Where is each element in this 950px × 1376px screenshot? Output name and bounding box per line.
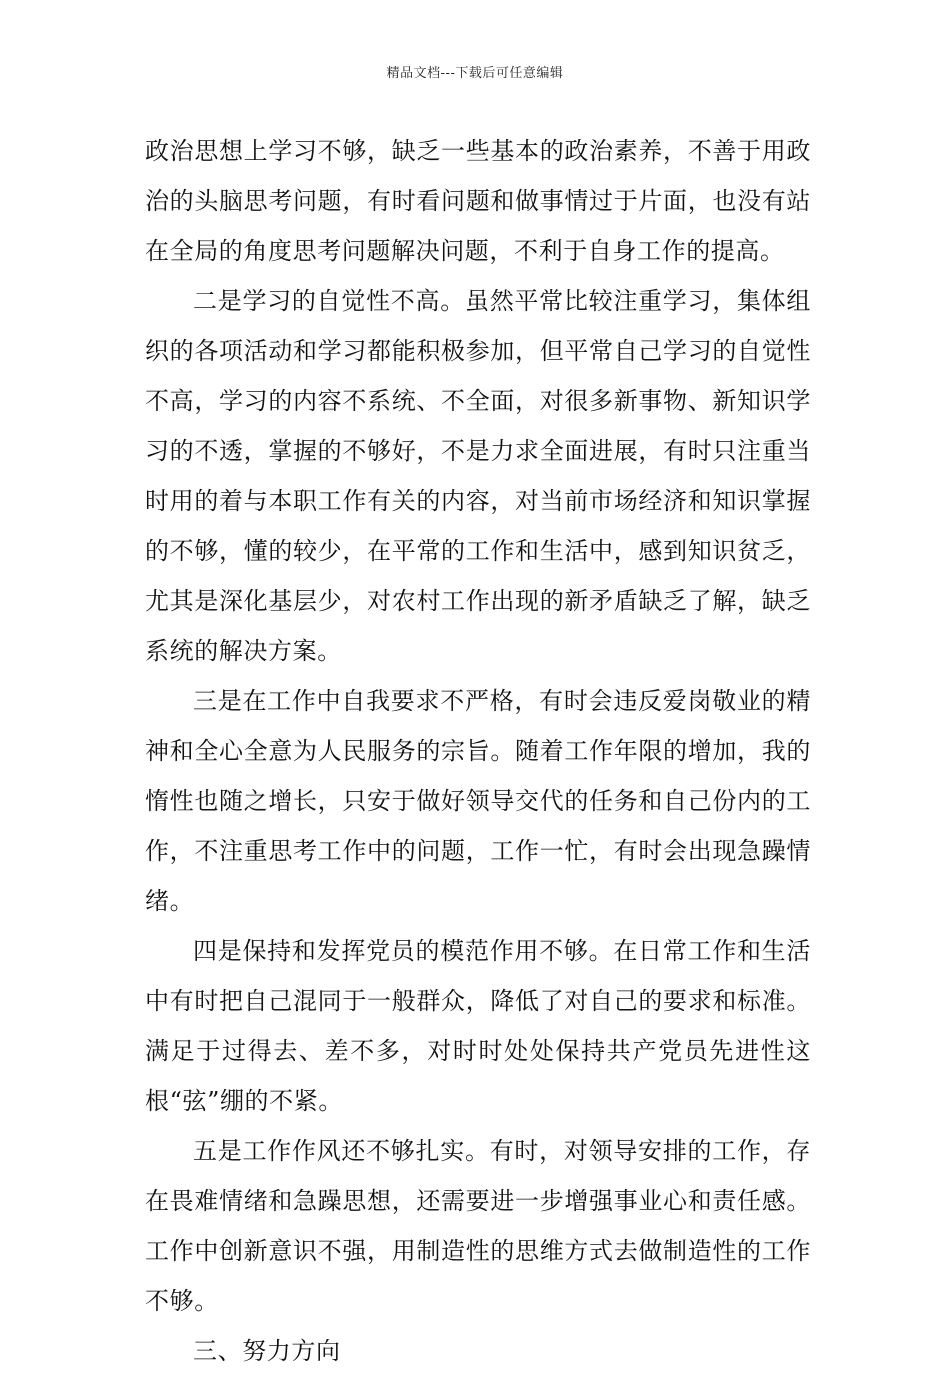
page-header: 精品文档---下载后可任意编辑 <box>386 66 564 81</box>
section-heading: 三、努力方向 <box>193 1337 341 1365</box>
paragraph-point-two: 二是学习的自觉性不高。虽然平常比较注重学习，集体组织的各项活动和学习都能积极参加，但平常自己学习的自觉性不高，学习的内容不系统、不全面，对很多新事物、新知识学习的不透，掌握的不够好，不是力求全面进展，有时只注重当时用的着与本职工作有关的内容，对当前市场经济和知识掌握的不够，懂的较少，在平常的工作和生活中，感到知识贫乏，尤其是深化基层少，对农村工作出现的新矛盾缺乏了解，缺乏系统的解决方案。 <box>145 287 811 665</box>
document-body <box>145 126 811 1376</box>
paragraph-continuation: 政治思想上学习不够，缺乏一些基本的政治素养，不善于用政治的头脑思考问题，有时看问题和做事情过于片面，也没有站在全局的角度思考问题解决问题，不利于自身工作的提高。 <box>145 137 811 265</box>
paragraph-point-four: 四是保持和发挥党员的模范作用不够。在日常工作和生活中有时把自己混同于一般群众，降低了对自己的要求和标准。满足于过得去、差不多，对时时处处保持共产党员先进性这根“弦”绷的不紧。 <box>145 937 811 1115</box>
paragraph-point-three: 三是在工作中自我要求不严格，有时会违反爱岗敬业的精神和全心全意为人民服务的宗旨。随着工作年限的增加，我的惰性也随之增长，只安于做好领导交代的任务和自己份内的工作，不注重思考工作中的问题，工作一忙，有时会出现急躁情绪。 <box>145 687 811 915</box>
paragraph-point-five: 五是工作作风还不够扎实。有时，对领导安排的工作，存在畏难情绪和急躁思想，还需要进一步增强事业心和责任感。工作中创新意识不强，用制造性的思维方式去做制造性的工作不够。 <box>145 1137 811 1315</box>
